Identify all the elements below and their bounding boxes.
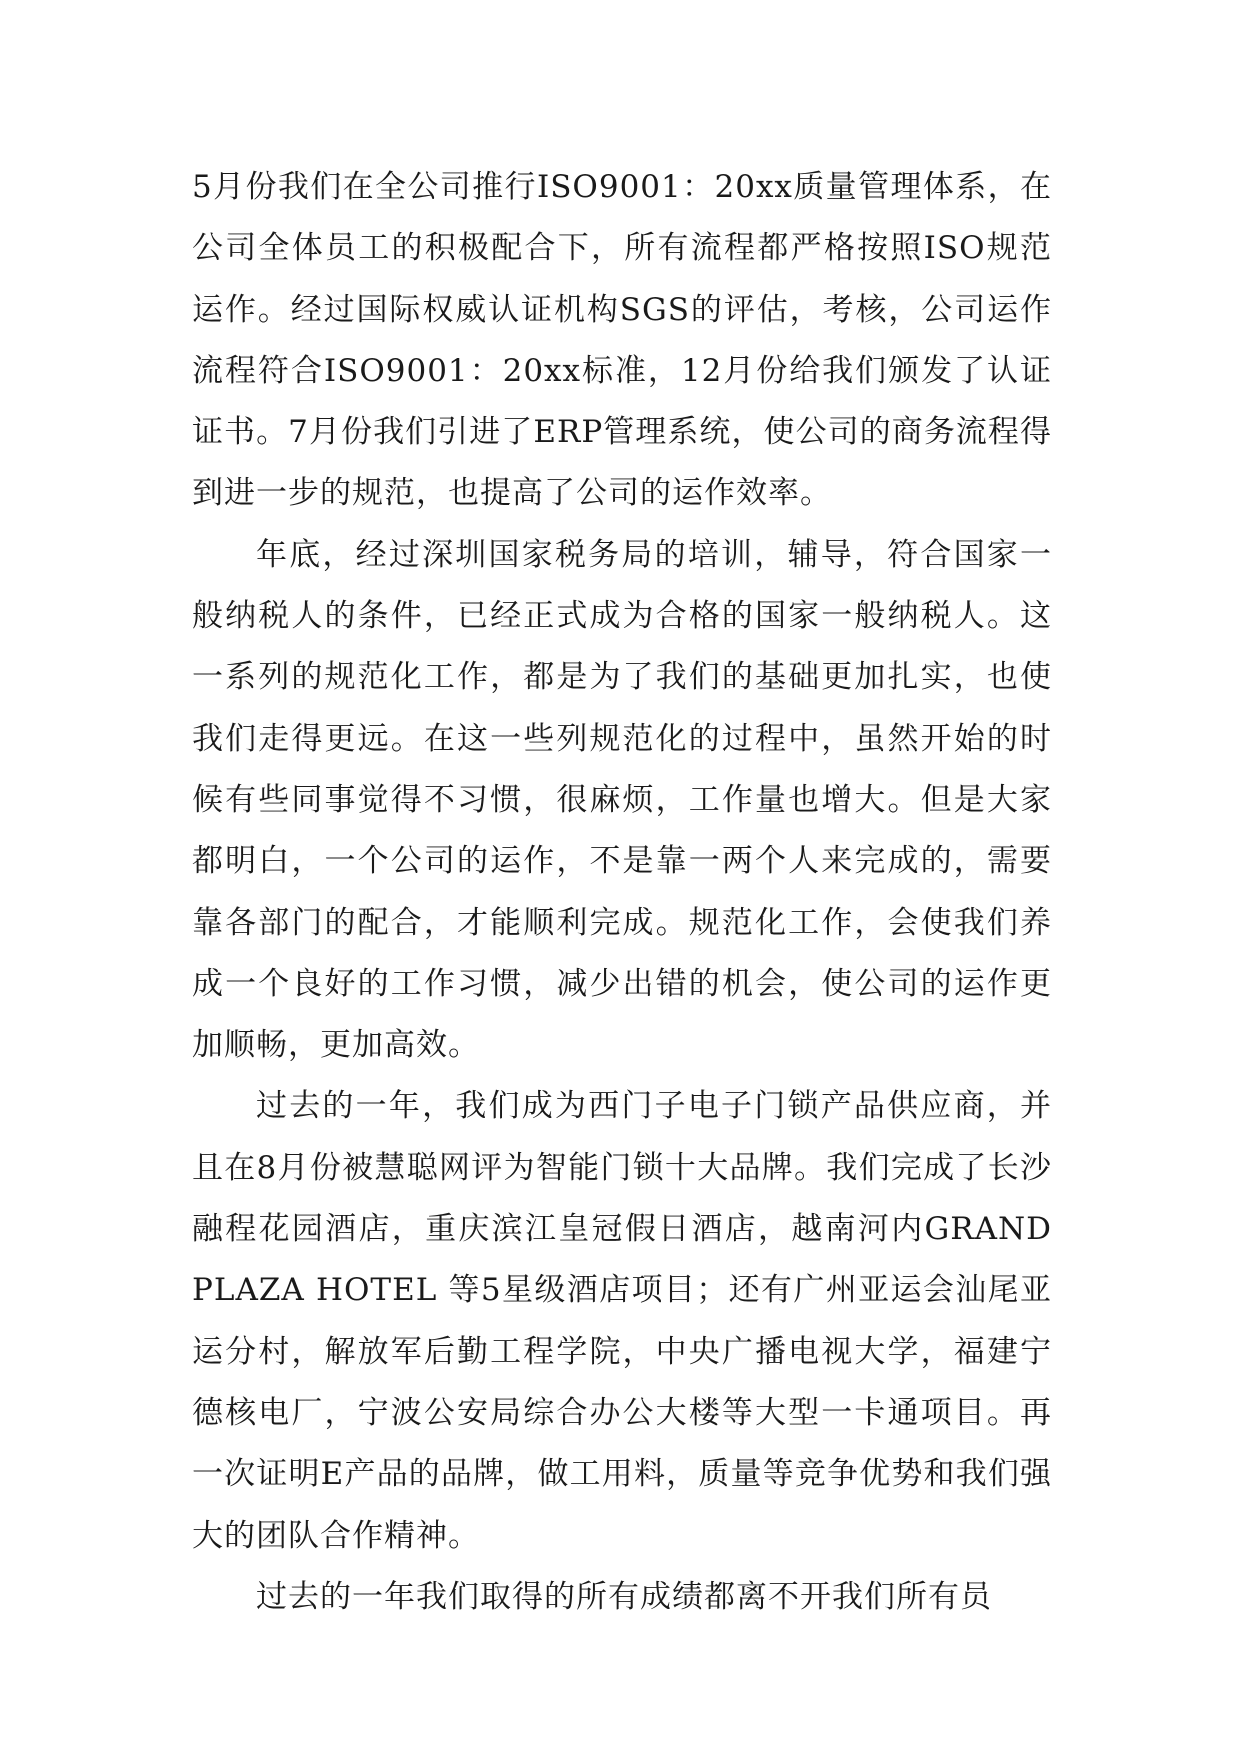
paragraph-projects: 过去的一年，我们成为西门子电子门锁产品供应商，并且在8月份被慧聪网评为智能门锁十大品牌。我们完成了长沙融程花园酒店，重庆滨江皇冠假日酒店，越南河内GRAND PLAZA HOTEL 等5星级酒店项目；还有广州亚运会汕尾亚运分村，解放军后勤工程学院，中央广播电视大学，福建宁德核电厂，宁波公安局综合办公大楼等大型一卡通项目。再一次证明E产品的品牌，做工用料，质量等竞争优势和我们强大的团队合作精神。 [192,1088,1052,1554]
paragraph-achievements: 过去的一年我们取得的所有成绩都离不开我们所有员 [256,1578,992,1615]
paragraph-iso-erp: 5月份我们在全公司推行ISO9001：20xx质量管理体系，在公司全体员工的积极配合下，所有流程都严格按照ISO规范运作。经过国际权威认证机构SGS的评估，考核，公司运作流程符合ISO9001：20xx标准，12月份给我们颁发了认证证书。7月份我们引进了ERP管理系统，使公司的商务流程得到进一步的规范，也提高了公司的运作效率。 [192,169,1052,512]
document-body [192,157,1052,1628]
paragraph-tax-standardization: 年底，经过深圳国家税务局的培训，辅导，符合国家一般纳税人的条件，已经正式成为合格的国家一般纳税人。这一系列的规范化工作，都是为了我们的基础更加扎实，也使我们走得更远。在这一些列规范化的过程中，虽然开始的时候有些同事觉得不习惯，很麻烦，工作量也增大。但是大家都明白，一个公司的运作，不是靠一两个人来完成的，需要靠各部门的配合，才能顺利完成。规范化工作，会使我们养成一个良好的工作习惯，减少出错的机会，使公司的运作更加顺畅，更加高效。 [192,536,1052,1064]
